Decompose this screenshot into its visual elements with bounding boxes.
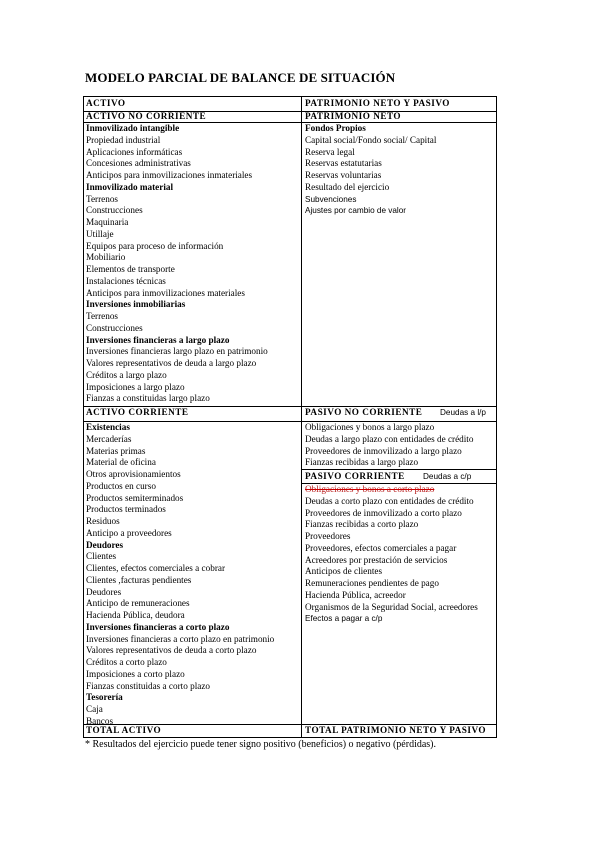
account-line: Proveedores de inmovilizado a corto plazo [305, 507, 462, 518]
activo-no-corriente-list [86, 123, 268, 405]
account-line: Fianzas recibidas a largo plazo [305, 457, 419, 468]
row-divider [301, 469, 497, 470]
balance-table [83, 96, 497, 738]
account-line: Remuneraciones pendientes de pago [305, 578, 439, 588]
account-line: Hacienda Pública, deudora [86, 610, 185, 620]
account-line: Fianzas recibidas a corto plazo [305, 519, 419, 530]
subsection-heading: Existencias [86, 422, 130, 432]
account-line: Mobiliario [86, 252, 126, 263]
account-line: Materias primas [86, 445, 146, 456]
pasivo-no-corriente-note: Deudas a l/p [440, 408, 486, 417]
account-line: Material de oficina [86, 457, 156, 468]
account-line: Concesiones administrativas [86, 158, 191, 169]
account-line: Productos en curso [86, 480, 156, 491]
total-activo: TOTAL ACTIVO [86, 725, 162, 735]
account-line: Instalaciones técnicas [86, 275, 166, 286]
account-line: Valores representativos de deuda a largo plazo [86, 358, 257, 368]
account-line: Proveedores de inmovilizado a largo plazo [305, 445, 462, 456]
subsection-heading: Inmovilizado material [86, 181, 174, 192]
account-line: Capital social/Fondo social/ Capital [305, 134, 437, 145]
subsection-heading: Inversiones financieras a largo plazo [86, 334, 230, 345]
account-line: Elementos de transporte [86, 264, 175, 274]
subsection-heading: Inversiones inmobiliarias [86, 299, 186, 310]
section-header-patrimonio-neto: PATRIMONIO NETO [305, 111, 402, 121]
account-line: Caja [86, 704, 103, 714]
account-line: Deudas a corto plazo con entidades de crédito [305, 495, 474, 506]
account-line: Subvenciones [305, 194, 357, 204]
account-line: Deudores [86, 586, 122, 597]
column-divider [301, 96, 302, 738]
account-line: Construcciones [86, 205, 143, 216]
header-activo: ACTIVO [86, 98, 126, 108]
account-line: Fianzas constituidas a corto plazo [86, 680, 210, 691]
account-line: Proveedores, efectos comerciales a pagar [305, 542, 457, 553]
footnote: * Resultados del ejercicio puede tener signo positivo (beneficios) o negativo (pérdidas). [85, 739, 437, 750]
header-pasivo: PATRIMONIO NETO Y PASIVO [305, 98, 450, 108]
account-line: Hacienda Pública, acreedor [305, 589, 406, 600]
account-line: Acreedores por prestación de servicios [305, 554, 448, 565]
account-line: Créditos a corto plazo [86, 657, 167, 667]
account-line: Créditos a largo plazo [86, 369, 167, 380]
account-line: Imposiciones a corto plazo [86, 668, 185, 679]
account-line: Fianzas a constituidas largo plazo [86, 393, 210, 404]
account-line: Reservas voluntarias [305, 170, 382, 180]
account-line: Deudas a largo plazo con entidades de crédito [305, 433, 474, 444]
account-line: Anticipos de clientes [305, 566, 383, 577]
account-line: Clientes ,facturas pendientes [86, 574, 192, 585]
subsection-heading: Tesorería [86, 692, 123, 703]
account-line: Terrenos [86, 311, 119, 321]
section-header-pasivo-no-corriente: PASIVO NO CORRIENTE [305, 407, 423, 417]
section-header-pasivo-corriente: PASIVO CORRIENTE [305, 471, 405, 481]
account-line: Imposiciones a largo plazo [86, 381, 185, 392]
pasivo-corriente-list [305, 484, 478, 625]
account-line: Productos semiterminados [86, 492, 184, 503]
account-line: Utillaje [86, 228, 114, 239]
account-line: Anticipos para inmovilizaciones materiales [86, 287, 245, 298]
account-line: Anticipo a proveedores [86, 527, 172, 538]
account-line: Bancos [86, 715, 114, 726]
account-line: Otros aprovisionamientos [86, 469, 181, 479]
document-title: MODELO PARCIAL DE BALANCE DE SITUACIÓN [85, 70, 396, 85]
account-line: Ajustes por cambio de valor [305, 206, 407, 216]
account-line: Proveedores [305, 531, 351, 541]
section-header-activo-corriente: ACTIVO CORRIENTE [86, 407, 189, 417]
account-line: Construcciones [86, 322, 143, 333]
account-line: Maquinaria [86, 217, 129, 227]
account-line: Propiedad industrial [86, 134, 161, 145]
account-line: Resultado del ejercicio [305, 181, 390, 192]
subsection-heading: Inversiones financieras a corto plazo [86, 621, 230, 632]
account-line: Organismos de la Seguridad Social, acreedores [305, 601, 478, 612]
table-border-bottom [83, 737, 497, 738]
account-line: Anticipos para inmovilizaciones inmateriales [86, 170, 253, 180]
account-line: Mercaderías [86, 433, 132, 444]
table-border-left [83, 96, 84, 738]
account-line: Productos terminados [86, 504, 166, 515]
table-border-top [83, 96, 497, 97]
account-line: Valores representativos de deuda a corto plazo [86, 645, 257, 656]
account-line: Aplicaciones informáticas [86, 146, 183, 157]
total-patrimonio-neto-y-pasivo: TOTAL PATRIMONIO NETO Y PASIVO [305, 725, 487, 735]
account-line: Anticipo de remuneraciones [86, 598, 190, 609]
account-line: Clientes [86, 551, 117, 562]
subsection-heading: Inmovilizado intangible [86, 123, 180, 133]
pasivo-corriente-note: Deudas a c/p [423, 472, 472, 481]
account-line: Equipos para proceso de información [86, 240, 224, 251]
subsection-heading: Deudores [86, 539, 124, 550]
account-line: Residuos [86, 516, 120, 526]
account-line: Clientes, efectos comerciales a cobrar [86, 563, 226, 573]
account-line: Obligaciones y bonos a corto plazo [305, 484, 435, 494]
account-line: Reserva legal [305, 146, 355, 157]
section-header-activo-no-corriente: ACTIVO NO CORRIENTE [86, 111, 207, 121]
activo-corriente-list [86, 422, 274, 728]
account-line: Inversiones financieras largo plazo en patrimonio [86, 346, 268, 357]
patrimonio-neto-list [305, 123, 436, 217]
account-line: Terrenos [86, 193, 119, 204]
subsection-heading: Fondos Propios [305, 123, 366, 133]
pasivo-no-corriente-list [305, 422, 473, 469]
account-line: Obligaciones y bonos a largo plazo [305, 422, 435, 432]
account-line: Inversiones financieras a corto plazo en patrimonio [86, 633, 275, 644]
account-line: Efectos a pagar a c/p [305, 614, 383, 624]
account-line: Reservas estatutarias [305, 158, 382, 169]
table-border-right [496, 96, 497, 738]
